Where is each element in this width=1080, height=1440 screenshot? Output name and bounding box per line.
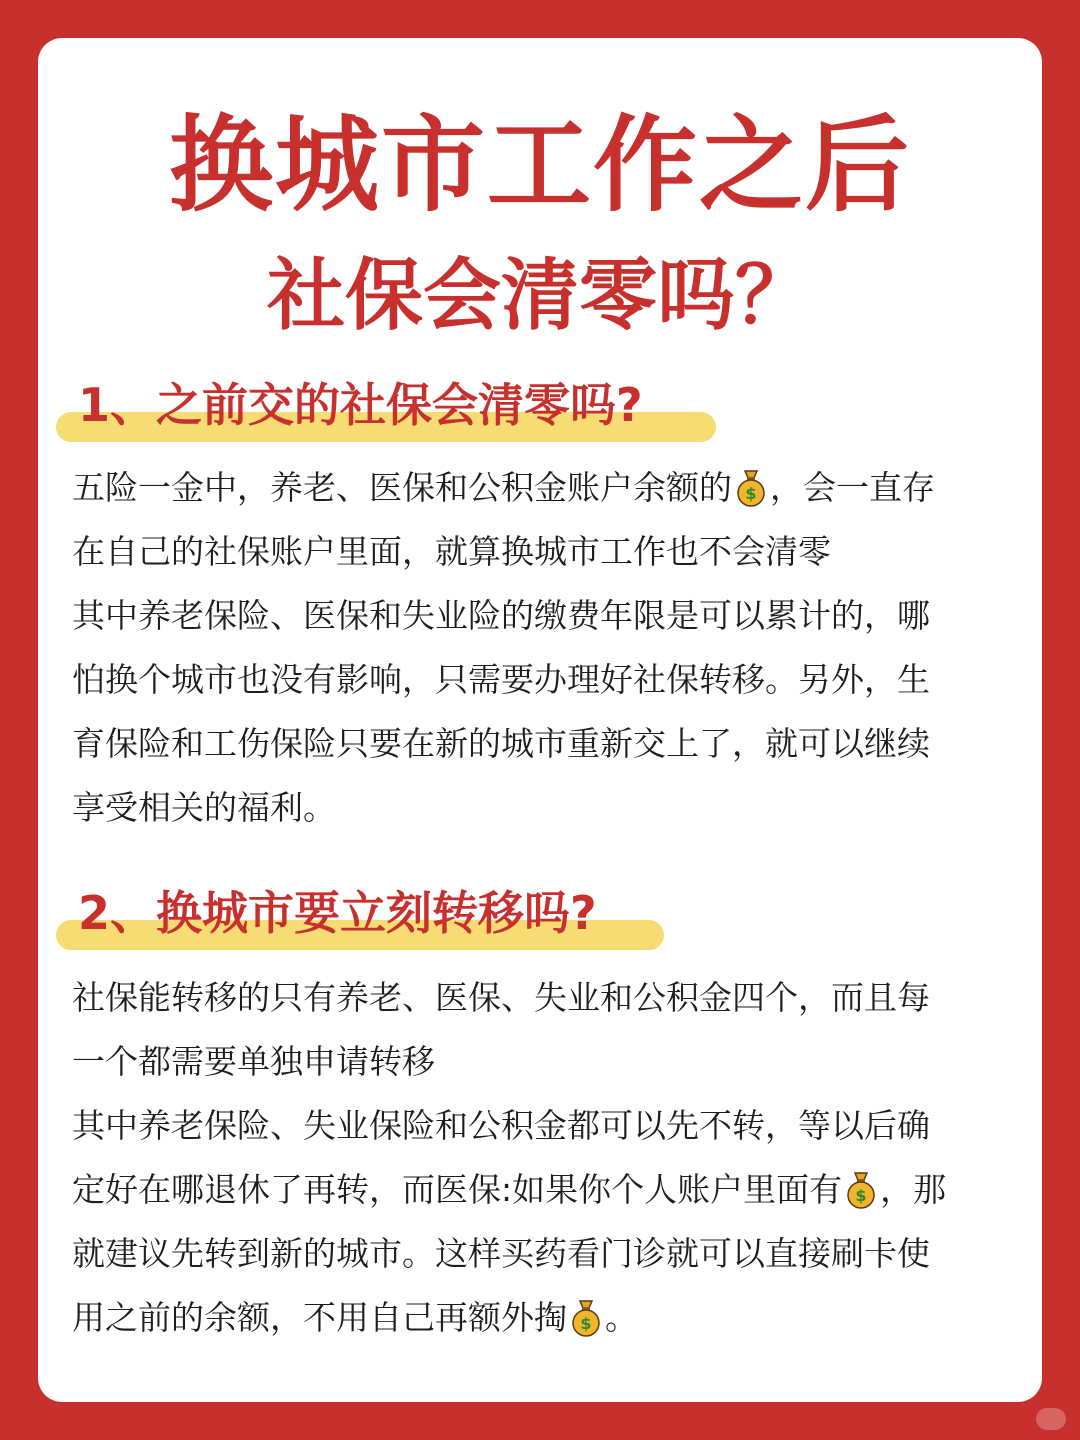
body-line [72,456,1022,520]
page-subtitle: 社保会清零吗？ [266,251,813,341]
body-text-segment: 育保险和工伤保险只要在新的城市重新交上了，就可以继续 [72,724,930,763]
body-text-segment: 怕换个城市也没有影响，只需要办理好社保转移。另外，生 [72,660,930,699]
body-text-segment: 其中养老保险、失业保险和公积金都可以先不转，等以后确 [72,1106,930,1145]
page-title: 换城市工作之后 [168,104,911,226]
body-line [72,712,1022,776]
body-text-segment: 五险一金中，养老、医保和公积金账户余额的 [72,468,732,507]
body-line [72,1030,1022,1094]
section-2-heading-text: 2、换城市要立刻转移吗? [78,886,597,940]
money-bag-icon [846,1166,876,1206]
content-card [38,38,1042,1402]
watermark [1036,1408,1066,1430]
body-text-segment: 用之前的余额，不用自己再额外掏 [72,1298,567,1337]
body-text-segment: 其中养老保险、医保和失业险的缴费年限是可以累计的，哪 [72,596,930,635]
svg-text:$: $ [745,484,757,503]
svg-text:$: $ [855,1186,867,1205]
body-text-segment: 。 [605,1298,638,1337]
svg-text:$: $ [580,1314,592,1333]
body-text-segment: ，会一直存 [770,468,935,507]
body-text-segment: 定好在哪退休了再转，而医保:如果你个人账户里面有 [72,1170,843,1209]
body-line [72,966,1022,1030]
body-line [72,1222,1022,1286]
body-line [72,648,1022,712]
body-text-segment: 就建议先转到新的城市。这样买药看门诊就可以直接刷卡使 [72,1234,930,1273]
money-bag-icon [736,464,766,504]
body-line [72,584,1022,648]
body-text-segment: 一个都需要单独申请转移 [72,1042,435,1081]
body-line [72,1286,1022,1350]
section-1-body [72,456,1022,840]
body-line [72,776,1022,840]
money-bag-icon [571,1294,601,1334]
body-text-segment: 在自己的社保账户里面，就算换城市工作也不会清零 [72,532,831,571]
body-text-segment: 享受相关的福利。 [72,788,336,827]
body-line [72,1158,1022,1222]
body-line [72,1094,1022,1158]
body-line [72,520,1022,584]
body-text-segment: 社保能转移的只有养老、医保、失业和公积金四个，而且每 [72,978,930,1017]
body-text-segment: ，那 [880,1170,947,1209]
section-2-body [72,966,1022,1350]
section-1-heading-text: 1、之前交的社保会清零吗? [78,378,643,432]
